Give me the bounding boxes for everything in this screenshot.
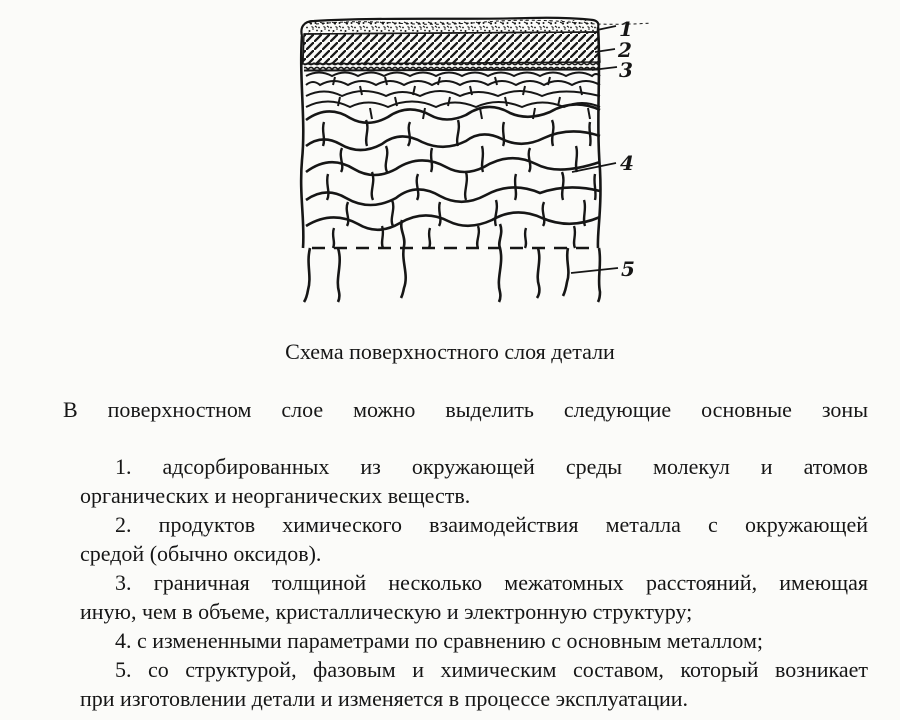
base-metal-zone xyxy=(304,220,600,302)
callout-number-3: 3 xyxy=(619,58,633,82)
zone-item-line: 2. продуктов химического взаимодействия металла с окружающей xyxy=(115,512,868,537)
callout-number-1: 1 xyxy=(619,17,633,41)
zone-item-5 xyxy=(80,655,868,713)
oxide-hatch-band xyxy=(303,32,600,64)
zone-item-line: органических и неорганических веществ. xyxy=(80,483,471,508)
callout-number-2: 2 xyxy=(618,38,632,62)
intro-paragraph: В поверхностном слое можно выделить следующие основные зоны xyxy=(63,397,868,422)
zone-item-line: 4. с измененными параметрами по сравнению с основным металлом; xyxy=(115,628,764,653)
zone-item-line: при изготовлении детали и изменяется в процессе эксплуатации. xyxy=(80,686,689,711)
zone-item-3 xyxy=(80,568,868,626)
zone-item-line: иную, чем в объеме, кристаллическую и электронную структуру; xyxy=(80,599,693,624)
zone-item-line: 5. со структурой, фазовым и химическим составом, который возникает xyxy=(115,657,868,682)
zone-item-line: 3. граничная толщиной несколько межатомных расстояний, имеющая xyxy=(115,570,868,595)
callout-number-5: 5 xyxy=(621,257,635,281)
zone-item-1 xyxy=(80,452,868,510)
figure-caption: Схема поверхностного слоя детали xyxy=(285,339,615,364)
zone-item-line: 1. адсорбированных из окружающей среды молекул и атомов xyxy=(115,454,868,479)
surface-layer-figure xyxy=(290,10,650,322)
zone-item-2 xyxy=(80,510,868,568)
zone-item-line: средой (обычно оксидов). xyxy=(80,541,322,566)
deformed-grains-zone xyxy=(306,73,600,120)
grain-structure-zone xyxy=(306,104,600,248)
callout-number-4: 4 xyxy=(620,151,634,175)
surface-layer-diagram xyxy=(290,10,650,322)
zone-item-4 xyxy=(80,626,868,655)
boundary-chain-band xyxy=(304,63,600,71)
zones-list xyxy=(80,452,868,713)
